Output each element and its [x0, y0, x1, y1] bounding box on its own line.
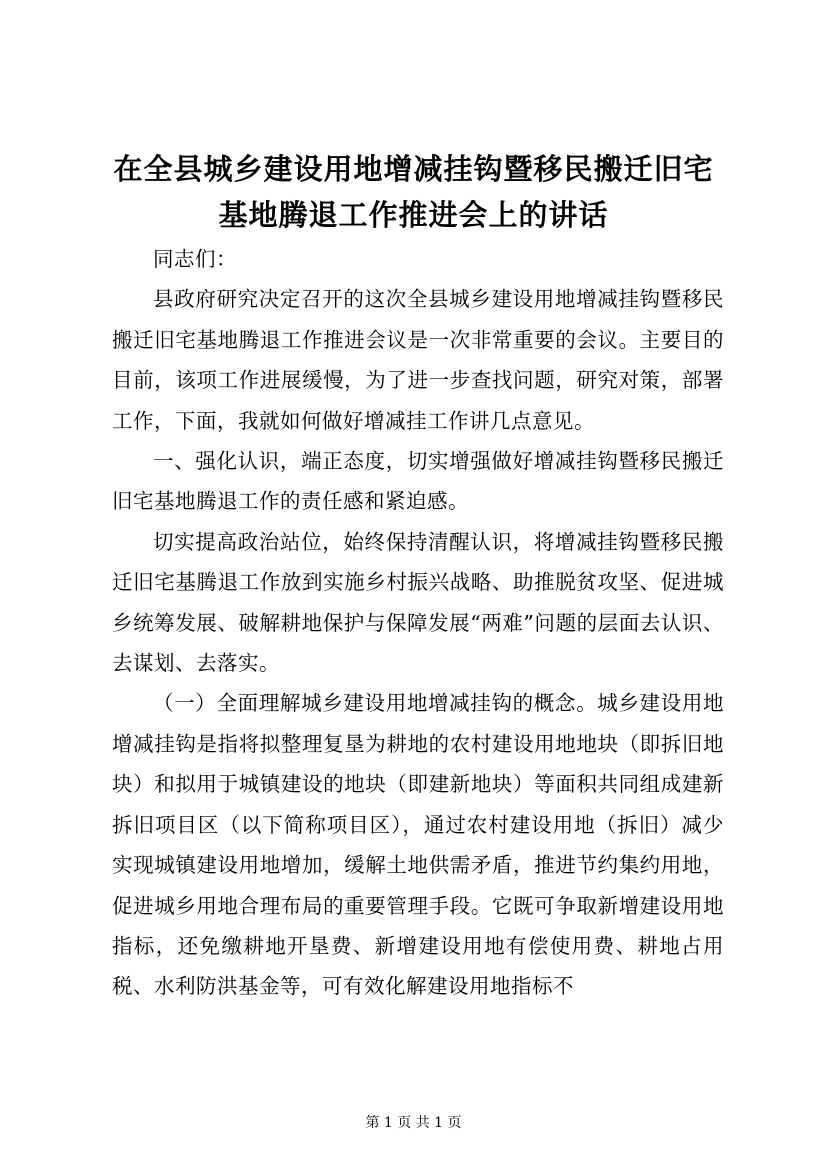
title-line-2: 基地腾退工作推进会上的讲话	[218, 198, 609, 232]
page-footer: 第 1 页 共 1 页	[365, 1115, 462, 1131]
body-paragraph: 县政府研究决定召开的这次全县城乡建设用地增减挂钩暨移民搬迁旧宅基地腾退工作推进会议是一次非常重要的会议。主要目的目前，该项工作进展缓慢，为了进一步查找问题，研究对策，部署工作，下面，我就如何做好增减挂工作讲几点意见。	[112, 287, 724, 433]
document-body	[112, 239, 724, 1007]
subsection-paragraph: （一）全面理解城乡建设用地增减挂钩的概念。城乡建设用地增减挂钩是指将拟整理复垦为耕地的农村建设用地地块（即拆旧地块）和拟用于城镇建设的地块（即建新地块）等面积共同组成建新拆旧项目区（以下简称项目区），通过农村建设用地（拆旧）减少实现城镇建设用地增加，缓解土地供需矛盾，推进节约集约用地，促进城乡用地合理布局的重要管理手段。它既可争取新增建设用地指标，还免缴耕地开垦费、新增建设用地有偿使用费、耕地占用税、水利防洪基金等，可有效化解建设用地指标不	[112, 691, 724, 999]
title-line-1: 在全县城乡建设用地增减挂钩暨移民搬迁旧宅	[113, 152, 714, 186]
document-title	[100, 146, 727, 238]
body-paragraph: 切实提高政治站位，始终保持清醒认识，将增减挂钩暨移民搬迁旧宅基腾退工作放到实施乡村振兴战略、助推脱贫攻坚、促进城乡统筹发展、破解耕地保护与保障发展“两难”问题的层面去认识、去谋划、去落实。	[112, 529, 724, 676]
salutation-paragraph: 同志们：	[153, 247, 237, 271]
section-heading-paragraph: 一、强化认识，端正态度，切实增强做好增减挂钩暨移民搬迁旧宅基地腾退工作的责任感和紧迫感。	[112, 449, 724, 514]
